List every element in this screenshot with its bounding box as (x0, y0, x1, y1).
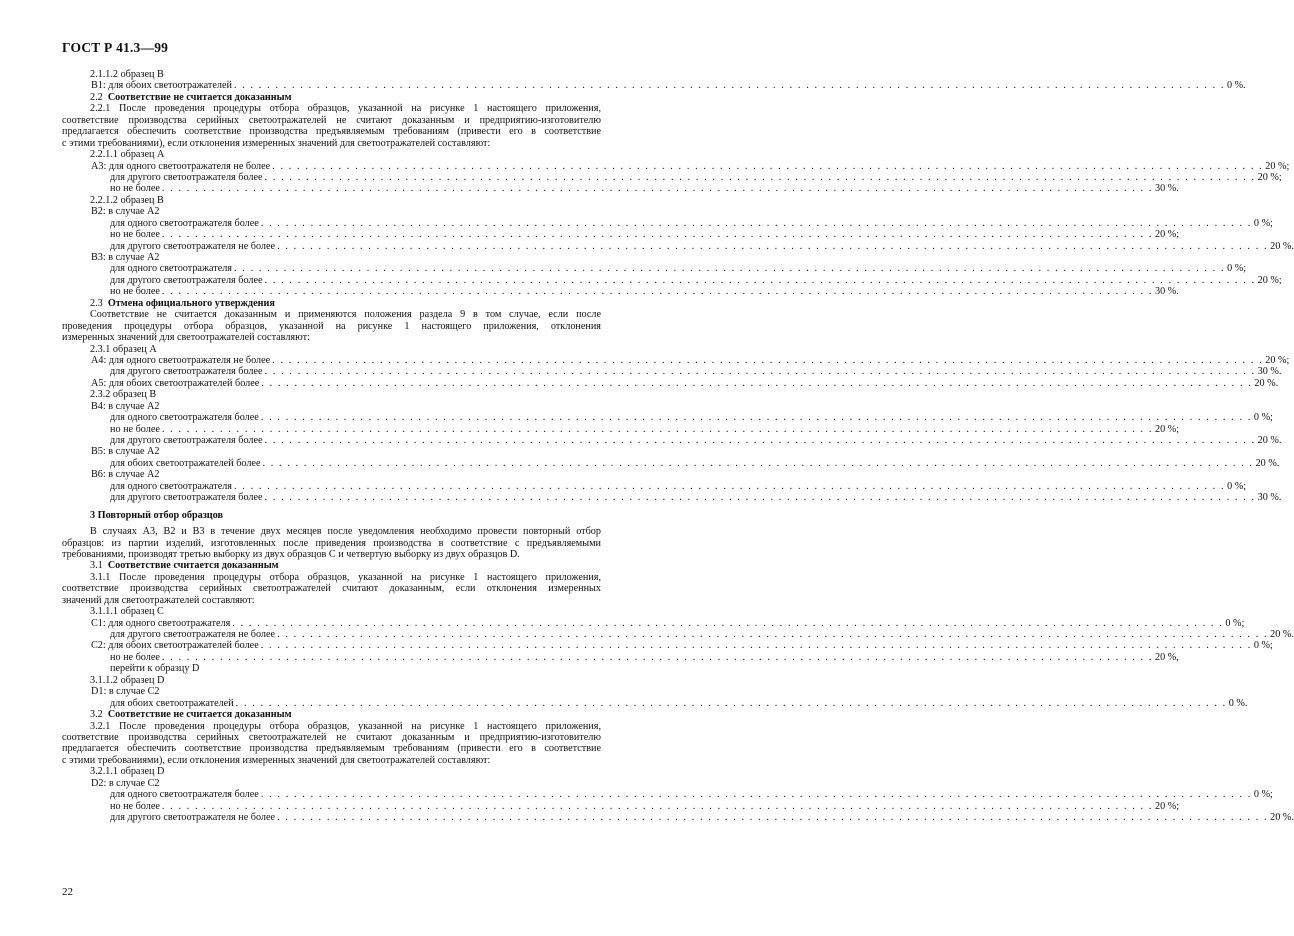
criteria-line: для одного светоотражателя более . . . . . . . . . . . . . . . . . . . . . . . . . . . . . . . . . . . . . . . . . . . . . . . . . . . . . . . . . . . . . . . . . . . . . . . . . . . . . . . . . . . . . . . . . . . . . . . . . . . . . . . . . . . . . . . . . . . . . . . . 0 %; (110, 789, 1273, 801)
subsection-heading: 2.2.1.2 образец В (90, 194, 164, 206)
paragraph: Соответствие не считается доказанным и применяются положения раздела 9 в том случае, если после проведения процедуры отбора образцов, указанной на рисунке 1 настоящего приложения, отклонения измеренных значений для светоотражателей составляют: (62, 309, 601, 344)
criteria-line: для другого светоотражателя более . . . . . . . . . . . . . . . . . . . . . . . . . . . . . . . . . . . . . . . . . . . . . . . . . . . . . . . . . . . . . . . . . . . . . . . . . . . . . . . . . . . . . . . . . . . . . . . . . . . . . . . . . . . . . . . . . . . . . . . . 20 %; (110, 171, 1282, 183)
criteria-line: для одного светоотражателя более . . . . . . . . . . . . . . . . . . . . . . . . . . . . . . . . . . . . . . . . . . . . . . . . . . . . . . . . . . . . . . . . . . . . . . . . . . . . . . . . . . . . . . . . . . . . . . . . . . . . . . . . . . . . . . . . . . . . . . . . 0 %; (110, 412, 1273, 424)
case-line: B5: в случае A2 (91, 446, 160, 458)
section-title: Соответствие не считается доказанным (107, 91, 292, 103)
criteria-line: но не более . . . . . . . . . . . . . . . . . . . . . . . . . . . . . . . . . . . . . . . . . . . . . . . . . . . . . . . . . . . . . . . . . . . . . . . . . . . . . . . . . . . . . . . . . . . . . . . . . . . . . . . . . . . . . . . . . . . . . . . . 20 %; (110, 229, 1180, 241)
criteria-line: для другого светоотражателя не более . . . . . . . . . . . . . . . . . . . . . . . . . . . . . . . . . . . . . . . . . . . . . . . . . . . . . . . . . . . . . . . . . . . . . . . . . . . . . . . . . . . . . . . . . . . . . . . . . . . . . . . . . . . . . . . . . . . . . . . . 20 %. (110, 812, 1294, 823)
instruction-line: перейти к образцу D (110, 663, 200, 675)
document-body (0, 69, 1294, 823)
paragraph: 3.1.1 После проведения процедуры отбора образцов, указанной на рисунке 1 настоящего приложения, соответствие производства серийных светоотражателей считают доказанным, если отклонения измеренных значений для светоотражателей составляют: (62, 571, 601, 606)
criteria-line: C1: для одного светоотражателя . . . . . . . . . . . . . . . . . . . . . . . . . . . . . . . . . . . . . . . . . . . . . . . . . . . . . . . . . . . . . . . . . . . . . . . . . . . . . . . . . . . . . . . . . . . . . . . . . . . . . . . . . . . . . . . . . . . . . . . . 0 %; (91, 617, 1245, 629)
section-heading: 2.3 Отмена официального утверждения (90, 297, 275, 309)
criteria-line: но не более . . . . . . . . . . . . . . . . . . . . . . . . . . . . . . . . . . . . . . . . . . . . . . . . . . . . . . . . . . . . . . . . . . . . . . . . . . . . . . . . . . . . . . . . . . . . . . . . . . . . . . . . . . . . . . . . . . . . . . . . 20 %; (110, 423, 1180, 435)
criteria-line: для другого светоотражателя более . . . . . . . . . . . . . . . . . . . . . . . . . . . . . . . . . . . . . . . . . . . . . . . . . . . . . . . . . . . . . . . . . . . . . . . . . . . . . . . . . . . . . . . . . . . . . . . . . . . . . . . . . . . . . . . . . . . . . . . . 20 %; (110, 274, 1282, 286)
section-heading: 3.1 Соответствие считается доказанным (90, 560, 279, 572)
criteria-line: для одного светоотражателя более . . . . . . . . . . . . . . . . . . . . . . . . . . . . . . . . . . . . . . . . . . . . . . . . . . . . . . . . . . . . . . . . . . . . . . . . . . . . . . . . . . . . . . . . . . . . . . . . . . . . . . . . . . . . . . . . . . . . . . . . 0 %; (110, 217, 1273, 229)
criteria-line: для другого светоотражателя не более . . . . . . . . . . . . . . . . . . . . . . . . . . . . . . . . . . . . . . . . . . . . . . . . . . . . . . . . . . . . . . . . . . . . . . . . . . . . . . . . . . . . . . . . . . . . . . . . . . . . . . . . . . . . . . . . . . . . . . . . 20 %. (110, 629, 1294, 640)
criteria-line: C2: для обоих светоотражателей более . . . . . . . . . . . . . . . . . . . . . . . . . . . . . . . . . . . . . . . . . . . . . . . . . . . . . . . . . . . . . . . . . . . . . . . . . . . . . . . . . . . . . . . . . . . . . . . . . . . . . . . . . . . . . . . . . . . . . . . . 0 %; (91, 640, 1273, 652)
case-line: B3: в случае A2 (91, 252, 160, 263)
criteria-line: для другого светоотражателя не более . . . . . . . . . . . . . . . . . . . . . . . . . . . . . . . . . . . . . . . . . . . . . . . . . . . . . . . . . . . . . . . . . . . . . . . . . . . . . . . . . . . . . . . . . . . . . . . . . . . . . . . . . . . . . . . . . . . . . . . . 20 %. (110, 240, 1294, 252)
section-title: Соответствие считается доказанным (107, 560, 279, 572)
subsection-heading: 3.1.1.2 образец D (90, 674, 165, 686)
criteria-line: для одного светоотражателя . . . . . . . . . . . . . . . . . . . . . . . . . . . . . . . . . . . . . . . . . . . . . . . . . . . . . . . . . . . . . . . . . . . . . . . . . . . . . . . . . . . . . . . . . . . . . . . . . . . . . . . . . . . . . . . . . . . . . . . . 0 %; (110, 480, 1247, 492)
paragraph: 3.2.1 После проведения процедуры отбора образцов, указанной на рисунке 1 настоящего приложения, соответствие производства серийных светоотражателей не считают доказанным и предприятию-изготовителю предлагается обеспечить соответствие производства предъявляемым требованиям (привести его в соответствие с этими требованиями), если отклонения измеренных значений для светоотражателей составляют: (62, 720, 601, 766)
criteria-line: но не более . . . . . . . . . . . . . . . . . . . . . . . . . . . . . . . . . . . . . . . . . . . . . . . . . . . . . . . . . . . . . . . . . . . . . . . . . . . . . . . . . . . . . . . . . . . . . . . . . . . . . . . . . . . . . . . . . . . . . . . . 20 %, (110, 651, 1179, 663)
section-heading: 2.2 Соответствие не считается доказанным (90, 91, 292, 103)
standard-header: ГОСТ Р 41.3—99 (62, 40, 169, 55)
subsection-heading: 2.3.1 образец А (90, 343, 157, 355)
section-3-title: 3 Повторный отбор образцов (90, 509, 224, 521)
page-number: 22 (62, 886, 73, 898)
criteria-line: но не более . . . . . . . . . . . . . . . . . . . . . . . . . . . . . . . . . . . . . . . . . . . . . . . . . . . . . . . . . . . . . . . . . . . . . . . . . . . . . . . . . . . . . . . . . . . . . . . . . . . . . . . . . . . . . . . . . . . . . . . . 30 %. (110, 183, 1179, 195)
case-line: B6: в случае A2 (91, 469, 160, 481)
criteria-line: A4: для одного светоотражателя не более . . . . . . . . . . . . . . . . . . . . . . . . . . . . . . . . . . . . . . . . . . . . . . . . . . . . . . . . . . . . . . . . . . . . . . . . . . . . . . . . . . . . . . . . . . . . . . . . . . . . . . . . . . . . . . . . . . . . . . . . 20 %; (91, 354, 1290, 366)
criteria-line: A5: для обоих светоотражателей более . . . . . . . . . . . . . . . . . . . . . . . . . . . . . . . . . . . . . . . . . . . . . . . . . . . . . . . . . . . . . . . . . . . . . . . . . . . . . . . . . . . . . . . . . . . . . . . . . . . . . . . . . . . . . . . . . . . . . . . . 20 %. (91, 377, 1279, 389)
subsection-heading: 3.1.1.1 образец С (90, 606, 164, 618)
subsection-heading: 2.2.1.1 образец А (90, 149, 165, 161)
criteria-line: для одного светоотражателя . . . . . . . . . . . . . . . . . . . . . . . . . . . . . . . . . . . . . . . . . . . . . . . . . . . . . . . . . . . . . . . . . . . . . . . . . . . . . . . . . . . . . . . . . . . . . . . . . . . . . . . . . . . . . . . . . . . . . . . . 0 %; (110, 263, 1247, 275)
criteria-label: B1: для обоих светоотражателей (91, 80, 232, 92)
criteria-line: A3: для одного светоотражателя не более . . . . . . . . . . . . . . . . . . . . . . . . . . . . . . . . . . . . . . . . . . . . . . . . . . . . . . . . . . . . . . . . . . . . . . . . . . . . . . . . . . . . . . . . . . . . . . . . . . . . . . . . . . . . . . . . . . . . . . . . 20 %; (91, 160, 1290, 172)
section-title: Соответствие не считается доказанным (107, 709, 292, 721)
criteria-line: для обоих светоотражателей более . . . . . . . . . . . . . . . . . . . . . . . . . . . . . . . . . . . . . . . . . . . . . . . . . . . . . . . . . . . . . . . . . . . . . . . . . . . . . . . . . . . . . . . . . . . . . . . . . . . . . . . . . . . . . . . . . . . . . . . . 20 %. (110, 457, 1280, 469)
case-line: D1: в случае C2 (91, 686, 160, 698)
case-line: D2: в случае C2 (91, 777, 160, 789)
criteria-line: но не более . . . . . . . . . . . . . . . . . . . . . . . . . . . . . . . . . . . . . . . . . . . . . . . . . . . . . . . . . . . . . . . . . . . . . . . . . . . . . . . . . . . . . . . . . . . . . . . . . . . . . . . . . . . . . . . . . . . . . . . . 20 %; (110, 800, 1180, 812)
case-line: B4: в случае A2 (91, 400, 160, 412)
section-heading: 3.2 Соответствие не считается доказанным (90, 709, 292, 721)
criteria-value: 0 %. (1227, 80, 1246, 92)
criteria-line: для другого светоотражателя более . . . . . . . . . . . . . . . . . . . . . . . . . . . . . . . . . . . . . . . . . . . . . . . . . . . . . . . . . . . . . . . . . . . . . . . . . . . . . . . . . . . . . . . . . . . . . . . . . . . . . . . . . . . . . . . . . . . . . . . . 30 %. (110, 492, 1282, 504)
criteria-line: для другого светоотражателя более . . . . . . . . . . . . . . . . . . . . . . . . . . . . . . . . . . . . . . . . . . . . . . . . . . . . . . . . . . . . . . . . . . . . . . . . . . . . . . . . . . . . . . . . . . . . . . . . . . . . . . . . . . . . . . . . . . . . . . . . 20 %. (110, 435, 1282, 446)
criteria-line: для обоих светоотражателей . . . . . . . . . . . . . . . . . . . . . . . . . . . . . . . . . . . . . . . . . . . . . . . . . . . . . . . . . . . . . . . . . . . . . . . . . . . . . . . . . . . . . . . . . . . . . . . . . . . . . . . . . . . . . . . . . . . . . . . . 0 %. (110, 697, 1248, 709)
criteria-line: но не более . . . . . . . . . . . . . . . . . . . . . . . . . . . . . . . . . . . . . . . . . . . . . . . . . . . . . . . . . . . . . . . . . . . . . . . . . . . . . . . . . . . . . . . . . . . . . . . . . . . . . . . . . . . . . . . . . . . . . . . . 30 %. (110, 286, 1179, 298)
subsection-heading: 3.2.1.1 образец D (90, 766, 165, 778)
paragraph: В случаях A3, B2 и B3 в течение двух месяцев после уведомления необходимо провести повторный отбор образцов: из партии изделий, изготовленных после приведения производства в соответствие с предъявляемыми требованиями, производят третью выборку из двух образцов С и четвертую выборку из двух образцов D. (62, 526, 601, 560)
criteria-line: для другого светоотражателя более . . . . . . . . . . . . . . . . . . . . . . . . . . . . . . . . . . . . . . . . . . . . . . . . . . . . . . . . . . . . . . . . . . . . . . . . . . . . . . . . . . . . . . . . . . . . . . . . . . . . . . . . . . . . . . . . . . . . . . . . 30 %. (110, 366, 1282, 378)
case-line: B2: в случае A2 (91, 206, 160, 218)
subsection-heading: 2.3.2 образец В (90, 389, 157, 401)
section-title: Отмена официального утверждения (107, 297, 275, 309)
paragraph: 2.2.1 После проведения процедуры отбора образцов, указанной на рисунке 1 настоящего приложения, соответствие производства серийных светоотражателей не считают доказанным и предприятию-изготовителю предлагается обеспечить соответствие производства предъявляемым требованиям (привести его в соответствие с этими требованиями), если отклонения измеренных значений для светоотражателей составляют: (62, 103, 601, 149)
criteria-line: B1: для обоих светоотражателей . . . . . . . . . . . . . . . . . . . . . . . . . . . . . . . . . . . . . . . . . . . . . . . . . . . . . . . . . . . . . . . . . . . . . . . . . . . . . . . . . . . . . . . . . . . . . . . . . . . . . . . . . . . . . . . . . . . . . . . . 0 %. (91, 80, 1246, 92)
subsection-heading: 2.1.1.2 образец В (90, 69, 164, 80)
